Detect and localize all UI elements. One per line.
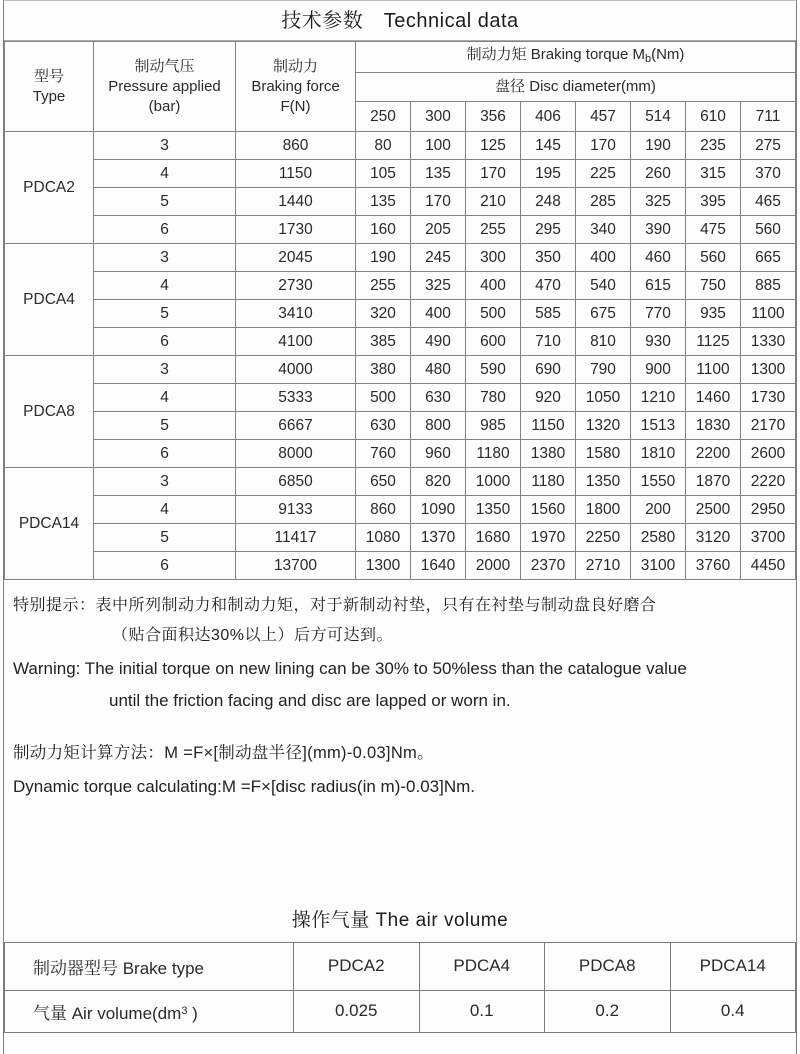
torque-cell: 170 <box>466 160 521 188</box>
torque-cell: 920 <box>521 384 576 412</box>
torque-cell: 340 <box>576 216 631 244</box>
torque-cell: 675 <box>576 300 631 328</box>
note-en-line2: until the friction facing and disc are lapped or worn in. <box>109 691 511 710</box>
col-header-pressure-unit: (bar) <box>148 97 181 115</box>
torque-cell: 810 <box>576 328 631 356</box>
torque-cell: 325 <box>411 272 466 300</box>
torque-cell: 1000 <box>466 468 521 496</box>
note-cn-line1: 特别提示：表中所列制动力和制动力矩，对于新制动衬垫，只有在衬垫与制动盘良好磨合 <box>13 597 657 614</box>
force-cell: 5333 <box>236 384 356 412</box>
torque-cell: 770 <box>631 300 686 328</box>
torque-cell: 460 <box>631 244 686 272</box>
torque-cell: 1380 <box>521 440 576 468</box>
torque-cell: 2200 <box>686 440 741 468</box>
torque-cell: 125 <box>466 132 521 160</box>
torque-cell: 1125 <box>686 328 741 356</box>
torque-cell: 690 <box>521 356 576 384</box>
torque-cell: 650 <box>356 468 411 496</box>
torque-cell: 2000 <box>466 552 521 580</box>
torque-cell: 145 <box>521 132 576 160</box>
pressure-cell: 3 <box>94 132 236 160</box>
torque-cell: 1330 <box>741 328 796 356</box>
torque-cell: 800 <box>411 412 466 440</box>
torque-cell: 248 <box>521 188 576 216</box>
air-volume-value: 0.2 <box>545 990 671 1032</box>
torque-cell: 930 <box>631 328 686 356</box>
torque-cell: 260 <box>631 160 686 188</box>
torque-cell: 1560 <box>521 496 576 524</box>
torque-cell: 585 <box>521 300 576 328</box>
torque-cell: 1210 <box>631 384 686 412</box>
torque-cell: 3100 <box>631 552 686 580</box>
torque-cell: 1050 <box>576 384 631 412</box>
torque-cell: 1640 <box>411 552 466 580</box>
force-cell: 4100 <box>236 328 356 356</box>
torque-cell: 820 <box>411 468 466 496</box>
torque-cell: 300 <box>466 244 521 272</box>
torque-cell: 860 <box>356 496 411 524</box>
torque-cell: 475 <box>686 216 741 244</box>
torque-cell: 2220 <box>741 468 796 496</box>
torque-data-row <box>5 132 796 160</box>
air-volume-header-row <box>5 942 796 990</box>
page-title: 技术参数 Technical data <box>4 1 796 41</box>
col-header-braking-torque <box>356 42 796 73</box>
pressure-cell: 3 <box>94 244 236 272</box>
braking-torque-label: 制动力矩 Braking torque M <box>466 46 645 63</box>
diameter-value: 711 <box>741 102 796 132</box>
torque-cell: 4450 <box>741 552 796 580</box>
torque-cell: 235 <box>686 132 741 160</box>
torque-cell: 750 <box>686 272 741 300</box>
diameter-value: 356 <box>466 102 521 132</box>
col-header-force-cn: 制动力 <box>272 57 318 75</box>
torque-cell: 210 <box>466 188 521 216</box>
torque-data-row <box>5 160 796 188</box>
torque-cell: 1150 <box>521 412 576 440</box>
torque-cell: 2950 <box>741 496 796 524</box>
torque-cell: 3120 <box>686 524 741 552</box>
force-cell: 6667 <box>236 412 356 440</box>
torque-cell: 2170 <box>741 412 796 440</box>
col-header-disc-diameter: 盘径 Disc diameter(mm) <box>356 73 796 102</box>
force-cell: 8000 <box>236 440 356 468</box>
force-cell: 3410 <box>236 300 356 328</box>
torque-cell: 100 <box>411 132 466 160</box>
torque-cell: 2370 <box>521 552 576 580</box>
torque-cell: 470 <box>521 272 576 300</box>
formula-en: Dynamic torque calculating:M =F×[disc radius(in m)-0.03]Nm. <box>13 776 475 796</box>
brake-type-cell: PDCA2 <box>5 132 94 244</box>
brake-type-cell: PDCA8 <box>5 356 94 468</box>
force-cell: 6850 <box>236 468 356 496</box>
torque-cell: 385 <box>356 328 411 356</box>
air-brake-type: PDCA14 <box>670 942 796 990</box>
torque-cell: 590 <box>466 356 521 384</box>
torque-data-row <box>5 468 796 496</box>
torque-cell: 3700 <box>741 524 796 552</box>
force-cell: 2045 <box>236 244 356 272</box>
torque-cell: 295 <box>521 216 576 244</box>
braking-torque-unit: (Nm) <box>651 46 685 63</box>
torque-cell: 3760 <box>686 552 741 580</box>
force-cell: 9133 <box>236 496 356 524</box>
torque-data-row <box>5 384 796 412</box>
col-header-force <box>236 42 356 132</box>
torque-cell: 225 <box>576 160 631 188</box>
diameter-value: 457 <box>576 102 631 132</box>
torque-data-row <box>5 244 796 272</box>
air-volume-table <box>4 942 796 1033</box>
torque-data-row <box>5 188 796 216</box>
col-header-force-unit: F(N) <box>280 97 311 115</box>
torque-cell: 160 <box>356 216 411 244</box>
torque-cell: 1080 <box>356 524 411 552</box>
pressure-cell: 4 <box>94 160 236 188</box>
torque-cell: 315 <box>686 160 741 188</box>
torque-cell: 2250 <box>576 524 631 552</box>
force-cell: 860 <box>236 132 356 160</box>
force-cell: 4000 <box>236 356 356 384</box>
torque-cell: 400 <box>411 300 466 328</box>
torque-cell: 1800 <box>576 496 631 524</box>
col-header-type <box>5 42 94 132</box>
col-header-type-en: Type <box>32 87 66 105</box>
torque-cell: 500 <box>356 384 411 412</box>
air-brake-type: PDCA8 <box>545 942 671 990</box>
torque-cell: 1680 <box>466 524 521 552</box>
diameter-value: 250 <box>356 102 411 132</box>
torque-cell: 465 <box>741 188 796 216</box>
torque-cell: 325 <box>631 188 686 216</box>
torque-cell: 665 <box>741 244 796 272</box>
diameter-value: 406 <box>521 102 576 132</box>
formula-cn: 制动力矩计算方法：M =F×[制动盘半径](mm)-0.03]Nm。 <box>13 744 434 762</box>
torque-data-row <box>5 412 796 440</box>
air-volume-title: 操作气量 The air volume <box>291 909 509 931</box>
pressure-cell: 5 <box>94 412 236 440</box>
torque-cell: 1320 <box>576 412 631 440</box>
torque-cell: 105 <box>356 160 411 188</box>
col-header-pressure-en: Pressure applied <box>108 77 221 95</box>
force-cell: 13700 <box>236 552 356 580</box>
air-volume-value: 0.025 <box>294 990 420 1032</box>
torque-cell: 1180 <box>521 468 576 496</box>
air-brake-type: PDCA2 <box>294 942 420 990</box>
torque-cell: 1100 <box>686 356 741 384</box>
note-en-line1: Warning: The initial torque on new lining can be 30% to 50%less than the catalogue value <box>13 659 687 678</box>
torque-cell: 205 <box>411 216 466 244</box>
torque-cell: 885 <box>741 272 796 300</box>
torque-cell: 1810 <box>631 440 686 468</box>
torque-cell: 1180 <box>466 440 521 468</box>
torque-cell: 1580 <box>576 440 631 468</box>
torque-cell: 190 <box>356 244 411 272</box>
torque-cell: 560 <box>686 244 741 272</box>
torque-cell: 245 <box>411 244 466 272</box>
col-header-type-cn: 型号 <box>33 67 64 85</box>
torque-data-row <box>5 496 796 524</box>
pressure-cell: 4 <box>94 272 236 300</box>
force-cell: 1440 <box>236 188 356 216</box>
torque-cell: 1100 <box>741 300 796 328</box>
torque-cell: 135 <box>356 188 411 216</box>
torque-cell: 1090 <box>411 496 466 524</box>
torque-cell: 285 <box>576 188 631 216</box>
torque-cell: 255 <box>466 216 521 244</box>
torque-cell: 490 <box>411 328 466 356</box>
col-header-pressure-cn: 制动气压 <box>134 57 195 75</box>
torque-cell: 1830 <box>686 412 741 440</box>
pressure-cell: 3 <box>94 468 236 496</box>
torque-cell: 1460 <box>686 384 741 412</box>
pressure-cell: 5 <box>94 188 236 216</box>
torque-cell: 2710 <box>576 552 631 580</box>
torque-cell: 275 <box>741 132 796 160</box>
diameter-value: 514 <box>631 102 686 132</box>
torque-data-row <box>5 300 796 328</box>
pressure-cell: 4 <box>94 496 236 524</box>
torque-data-row <box>5 524 796 552</box>
pressure-cell: 6 <box>94 216 236 244</box>
torque-cell: 80 <box>356 132 411 160</box>
torque-cell: 600 <box>466 328 521 356</box>
torque-cell: 400 <box>576 244 631 272</box>
braking-torque-subscript: b <box>644 53 652 65</box>
torque-cell: 195 <box>521 160 576 188</box>
diameter-value: 300 <box>411 102 466 132</box>
pressure-cell: 5 <box>94 524 236 552</box>
torque-cell: 1300 <box>741 356 796 384</box>
technical-data-table <box>4 41 796 580</box>
torque-cell: 540 <box>576 272 631 300</box>
torque-cell: 2500 <box>686 496 741 524</box>
pressure-cell: 6 <box>94 552 236 580</box>
torque-cell: 1550 <box>631 468 686 496</box>
torque-cell: 255 <box>356 272 411 300</box>
torque-cell: 780 <box>466 384 521 412</box>
air-volume-label-close: ) <box>187 1003 198 1023</box>
torque-cell: 630 <box>356 412 411 440</box>
air-volume-values-row <box>5 990 796 1032</box>
torque-cell: 200 <box>631 496 686 524</box>
pressure-cell: 6 <box>94 328 236 356</box>
torque-cell: 400 <box>466 272 521 300</box>
air-volume-value: 0.4 <box>670 990 796 1032</box>
torque-cell: 320 <box>356 300 411 328</box>
torque-cell: 2580 <box>631 524 686 552</box>
torque-cell: 960 <box>411 440 466 468</box>
torque-cell: 1350 <box>576 468 631 496</box>
col-header-pressure <box>94 42 236 132</box>
torque-cell: 710 <box>521 328 576 356</box>
torque-cell: 170 <box>411 188 466 216</box>
torque-cell: 390 <box>631 216 686 244</box>
torque-cell: 760 <box>356 440 411 468</box>
torque-cell: 135 <box>411 160 466 188</box>
torque-cell: 370 <box>741 160 796 188</box>
force-cell: 2730 <box>236 272 356 300</box>
pressure-cell: 5 <box>94 300 236 328</box>
torque-data-row <box>5 216 796 244</box>
air-volume-superscript: 3 <box>181 1004 188 1017</box>
torque-cell: 350 <box>521 244 576 272</box>
brake-type-cell: PDCA14 <box>5 468 94 580</box>
air-volume-value: 0.1 <box>419 990 545 1032</box>
torque-cell: 380 <box>356 356 411 384</box>
pressure-cell: 4 <box>94 384 236 412</box>
torque-data-row <box>5 328 796 356</box>
torque-cell: 500 <box>466 300 521 328</box>
torque-cell: 1870 <box>686 468 741 496</box>
torque-cell: 630 <box>411 384 466 412</box>
pressure-cell: 3 <box>94 356 236 384</box>
brake-type-header: 制动器型号 Brake type <box>5 942 294 990</box>
torque-cell: 1513 <box>631 412 686 440</box>
special-note-block <box>4 580 796 709</box>
note-cn-line2: （贴合面积达30%以上）后方可达到。 <box>112 627 394 644</box>
torque-cell: 190 <box>631 132 686 160</box>
air-volume-label <box>5 990 294 1032</box>
pressure-cell: 6 <box>94 440 236 468</box>
torque-cell: 935 <box>686 300 741 328</box>
force-cell: 1730 <box>236 216 356 244</box>
torque-cell: 1970 <box>521 524 576 552</box>
torque-cell: 170 <box>576 132 631 160</box>
torque-cell: 560 <box>741 216 796 244</box>
force-cell: 1150 <box>236 160 356 188</box>
torque-data-row <box>5 272 796 300</box>
torque-cell: 615 <box>631 272 686 300</box>
torque-formula-block <box>4 745 796 795</box>
torque-cell: 900 <box>631 356 686 384</box>
torque-cell: 790 <box>576 356 631 384</box>
air-brake-type: PDCA4 <box>419 942 545 990</box>
air-volume-label-text: 气量 Air volume(dm <box>33 1003 182 1023</box>
torque-cell: 395 <box>686 188 741 216</box>
torque-cell: 2600 <box>741 440 796 468</box>
technical-table-header <box>5 42 796 132</box>
col-header-force-en: Braking force <box>251 77 340 95</box>
torque-cell: 1370 <box>411 524 466 552</box>
torque-data-row <box>5 552 796 580</box>
torque-cell: 1300 <box>356 552 411 580</box>
torque-cell: 1350 <box>466 496 521 524</box>
torque-cell: 480 <box>411 356 466 384</box>
page-frame <box>3 0 797 1054</box>
diameter-value: 610 <box>686 102 741 132</box>
torque-cell: 1730 <box>741 384 796 412</box>
torque-cell: 985 <box>466 412 521 440</box>
torque-data-row <box>5 440 796 468</box>
force-cell: 11417 <box>236 524 356 552</box>
brake-type-cell: PDCA4 <box>5 244 94 356</box>
torque-data-row <box>5 356 796 384</box>
